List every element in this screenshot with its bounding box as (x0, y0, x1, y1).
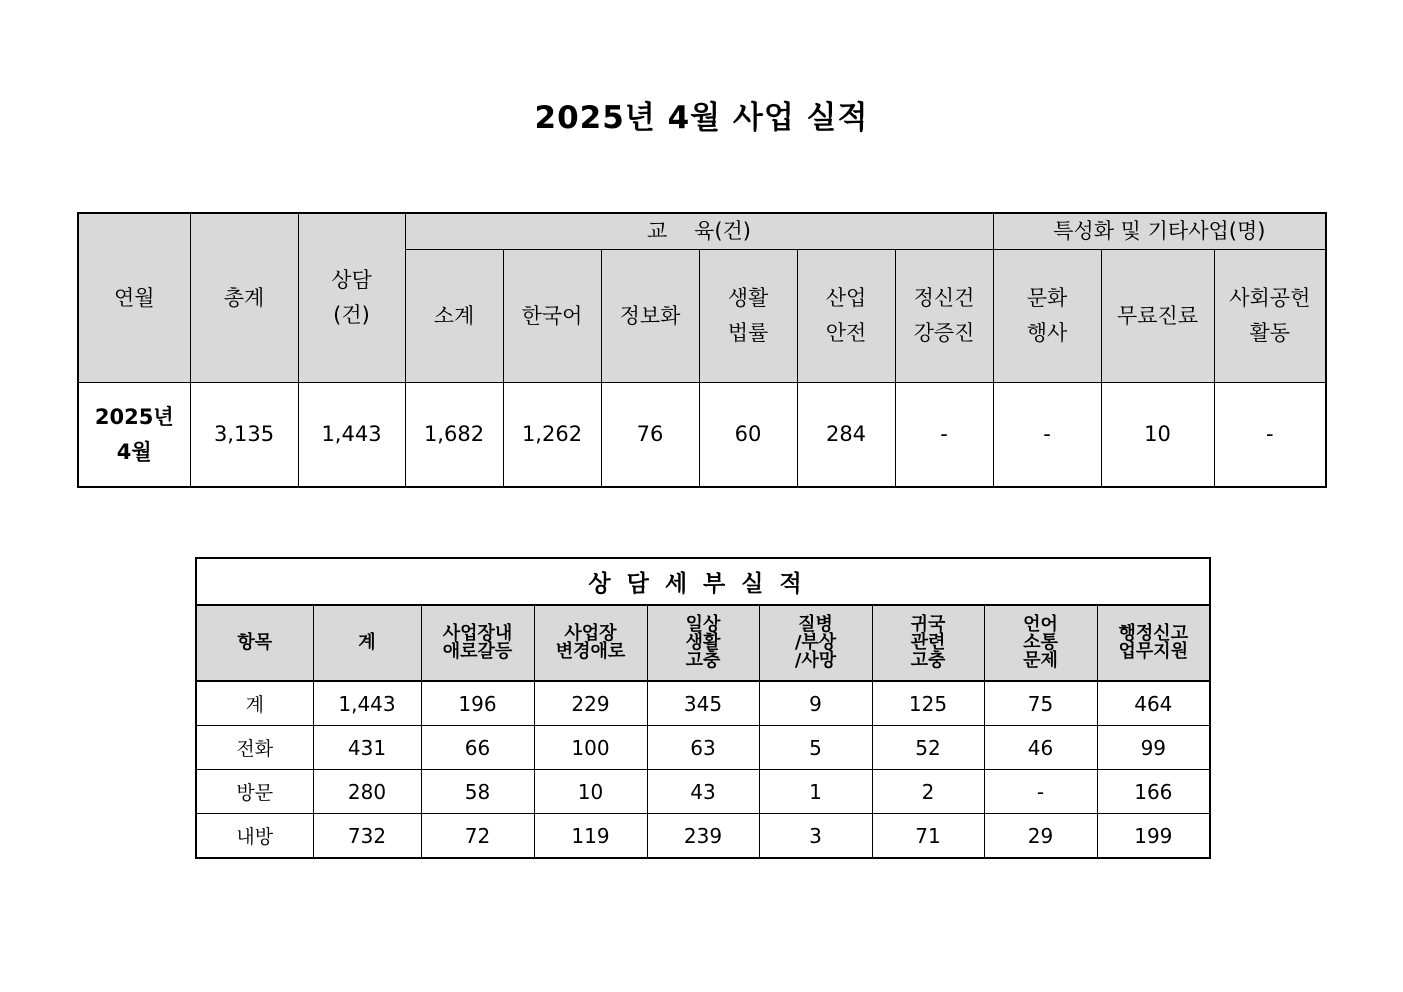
value-cell: 280 (313, 770, 421, 814)
value-cell: 196 (421, 681, 534, 726)
value-cell: 3 (759, 814, 872, 859)
header-daily-life: 일상 생활 고충 (647, 605, 759, 681)
header-subtotal: 소계 (405, 250, 503, 383)
page-title: 2025년 4월 사업 실적 (534, 100, 869, 136)
header-counsel: 상담 (건) (298, 213, 405, 383)
value-cell: 345 (647, 681, 759, 726)
header-return-home: 귀국 관련 고충 (872, 605, 984, 681)
table-row (196, 681, 1210, 726)
value-cell: 9 (759, 681, 872, 726)
value-cell: 125 (872, 681, 984, 726)
value-cell: 199 (1097, 814, 1210, 859)
header-total: 총계 (190, 213, 298, 383)
value-cell: 1,682 (405, 383, 503, 488)
value-cell: 166 (1097, 770, 1210, 814)
header-workplace-conflict: 사업장내 애로갈등 (421, 605, 534, 681)
value-cell: 46 (984, 726, 1097, 770)
header-it: 정보화 (601, 250, 699, 383)
counsel-detail-table (195, 557, 1211, 859)
header-illness: 질병 /부상 /사망 (759, 605, 872, 681)
value-cell: 1,443 (313, 681, 421, 726)
header-clinic: 무료진료 (1101, 250, 1214, 383)
value-cell: - (1214, 383, 1326, 488)
value-cell: 10 (1101, 383, 1214, 488)
table-caption: 상담세부실적 (196, 558, 1210, 605)
value-cell: 284 (797, 383, 895, 488)
table-row (196, 726, 1210, 770)
row-label: 내방 (196, 814, 313, 859)
value-cell: 229 (534, 681, 647, 726)
value-cell: 1,262 (503, 383, 601, 488)
header-safety: 산업 안전 (797, 250, 895, 383)
value-cell: - (993, 383, 1101, 488)
header-culture: 문화 행사 (993, 250, 1101, 383)
header-admin-support: 행정신고 업무지원 (1097, 605, 1210, 681)
value-cell: 1 (759, 770, 872, 814)
table-row (196, 814, 1210, 859)
value-cell: 100 (534, 726, 647, 770)
header-mental: 정신건 강증진 (895, 250, 993, 383)
value-cell: 72 (421, 814, 534, 859)
value-cell: 43 (647, 770, 759, 814)
value-cell: 3,135 (190, 383, 298, 488)
header-total: 계 (313, 605, 421, 681)
value-cell: 52 (872, 726, 984, 770)
value-cell: 732 (313, 814, 421, 859)
value-cell: 119 (534, 814, 647, 859)
value-cell: - (984, 770, 1097, 814)
row-label: 방문 (196, 770, 313, 814)
value-cell: 5 (759, 726, 872, 770)
value-cell: 76 (601, 383, 699, 488)
value-cell: 239 (647, 814, 759, 859)
value-cell: - (895, 383, 993, 488)
header-workplace-change: 사업장 변경애로 (534, 605, 647, 681)
value-cell: 66 (421, 726, 534, 770)
value-cell: 58 (421, 770, 534, 814)
table-row (78, 383, 1326, 488)
header-item: 항목 (196, 605, 313, 681)
year-month-cell: 2025년 4월 (78, 383, 190, 488)
value-cell: 1,443 (298, 383, 405, 488)
header-law: 생활 법률 (699, 250, 797, 383)
value-cell: 431 (313, 726, 421, 770)
header-korean: 한국어 (503, 250, 601, 383)
value-cell: 63 (647, 726, 759, 770)
performance-table (77, 212, 1327, 488)
row-label: 계 (196, 681, 313, 726)
value-cell: 464 (1097, 681, 1210, 726)
value-cell: 29 (984, 814, 1097, 859)
value-cell: 10 (534, 770, 647, 814)
value-cell: 75 (984, 681, 1097, 726)
table-row (196, 770, 1210, 814)
header-special: 특성화 및 기타사업(명) (993, 213, 1326, 250)
value-cell: 71 (872, 814, 984, 859)
header-contribution: 사회공헌 활동 (1214, 250, 1326, 383)
value-cell: 60 (699, 383, 797, 488)
header-language: 언어 소통 문제 (984, 605, 1097, 681)
value-cell: 2 (872, 770, 984, 814)
header-education: 교 육(건) (405, 213, 993, 250)
value-cell: 99 (1097, 726, 1210, 770)
row-label: 전화 (196, 726, 313, 770)
header-year-month: 연월 (78, 213, 190, 383)
